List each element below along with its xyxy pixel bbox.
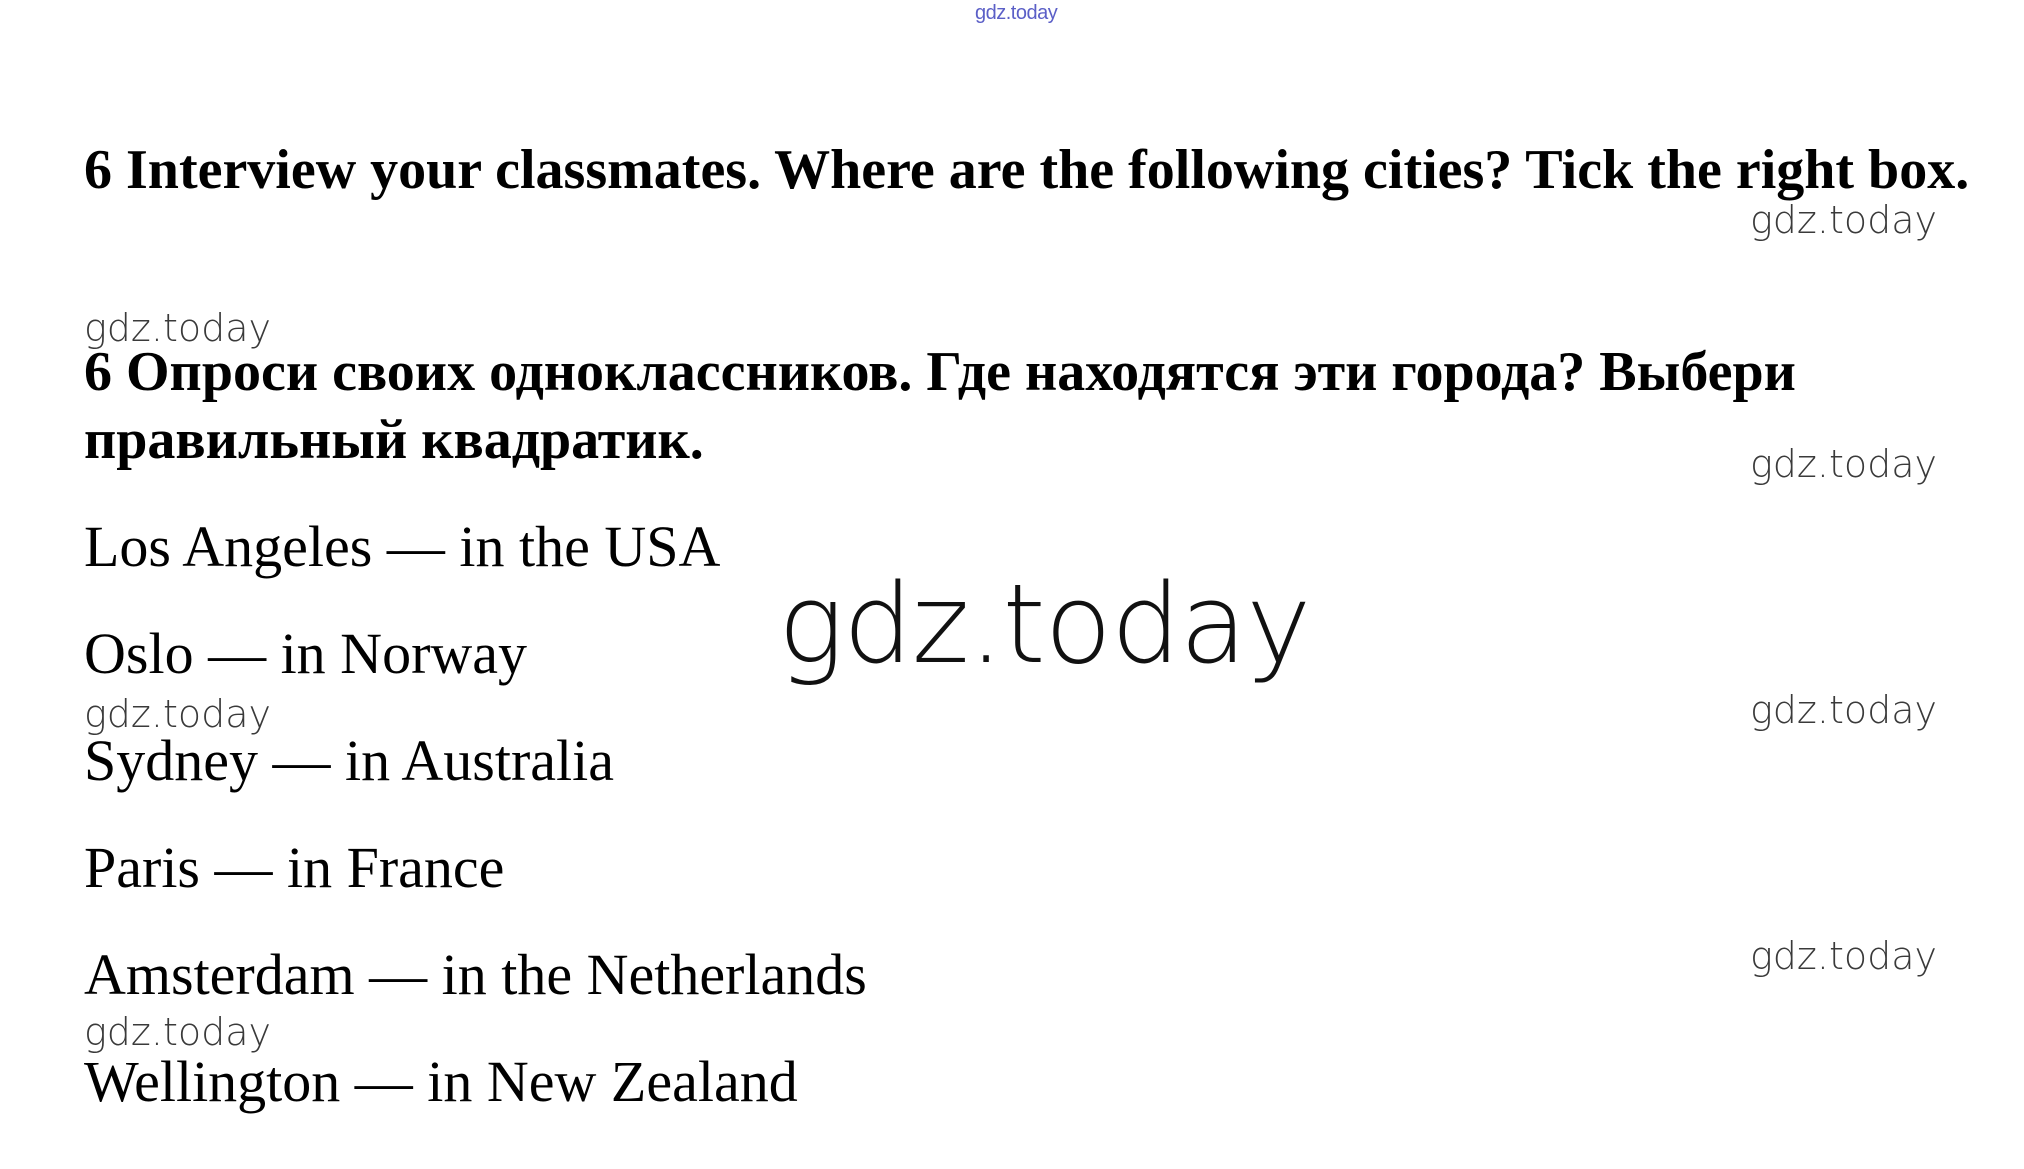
watermark-text: gdz.today — [1750, 934, 1937, 978]
watermark-text: gdz.today — [1750, 198, 1937, 242]
task-heading-english: 6 Interview your classmates. Where are the following cities? Tick the right box. — [84, 139, 1970, 201]
answer-item: Wellington — in New Zealand — [84, 1049, 798, 1114]
answer-item: Paris — in France — [84, 835, 505, 900]
watermark-text: gdz.today — [84, 692, 271, 736]
answer-item: Los Angeles — in the USA — [84, 514, 721, 579]
task-heading-russian: 6 Опроси своих одноклассников. Где находятся эти города? Выбери правильный квадратик. — [84, 341, 1796, 471]
watermark-text: gdz.today — [84, 1010, 271, 1054]
top-watermark: gdz.today — [975, 2, 1058, 24]
watermark-text: gdz.today — [1750, 442, 1937, 486]
answer-item: Amsterdam — in the Netherlands — [84, 942, 867, 1007]
answer-item: Sydney — in Australia — [84, 728, 615, 793]
watermark-text: gdz.today — [84, 306, 271, 350]
watermark-large: gdz.today — [778, 560, 1311, 688]
answer-item: Oslo — in Norway — [84, 621, 528, 686]
watermark-text: gdz.today — [1750, 688, 1937, 732]
